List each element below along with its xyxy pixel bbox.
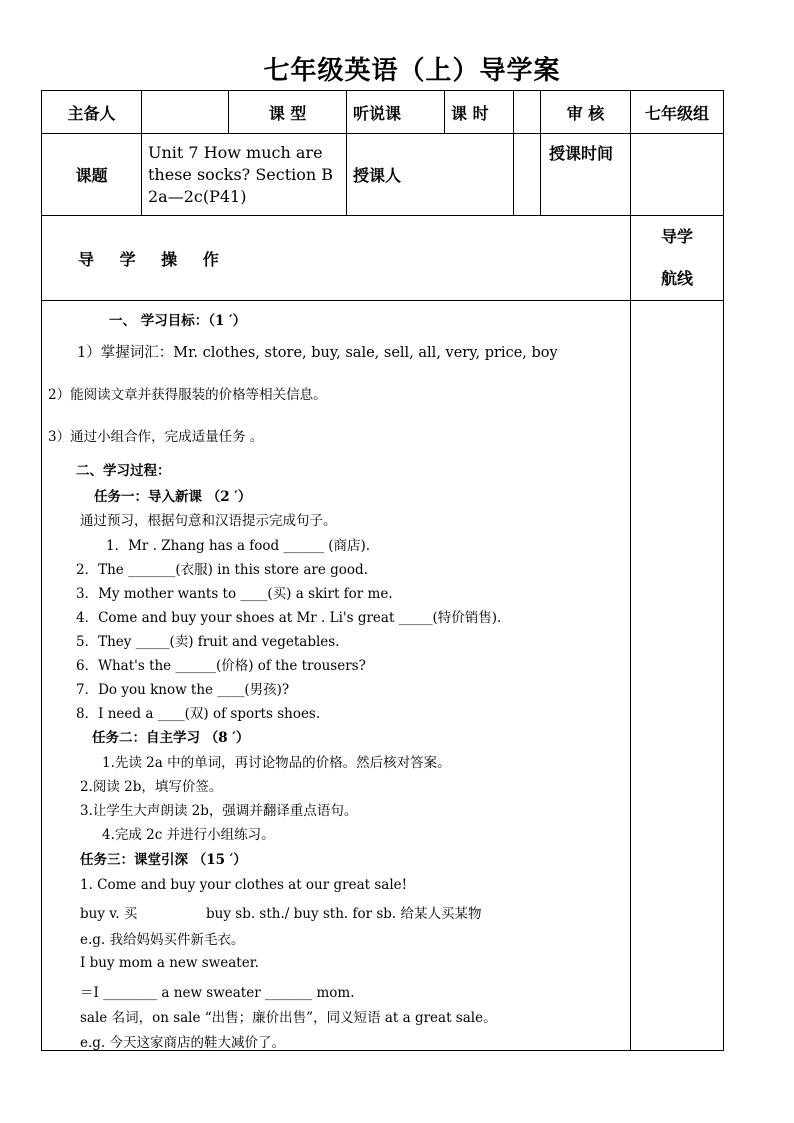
task1-item: 1．Mr . Zhang has a food ______ (商店). <box>106 538 371 554</box>
task1-item: 3．My mother wants to ____(买) a skirt for me. <box>76 586 393 602</box>
nav-label-1: 导学 <box>660 227 693 246</box>
objective-2: 2）能阅读文章并获得服装的价格等相关信息。 <box>48 387 327 403</box>
document-title: 七年级英语（上）导学案 <box>263 56 561 86</box>
task3-line: sale 名词，on sale “出售；廉价出售”，同义短语 at a great sale。 <box>80 1010 497 1026</box>
task1-intro: 通过预习，根据句意和汉语提示完成句子。 <box>80 513 337 529</box>
task1-item: 2．The _______(衣服) in this store are good. <box>76 562 368 578</box>
hours-label: 课 时 <box>445 91 514 134</box>
topic-value: Unit 7 How much are these socks? Section B 2a—2c(P41) <box>142 134 347 216</box>
task1-item: 5．They _____(卖) fruit and vegetables. <box>76 634 340 650</box>
task1-item: 7．Do you know the ____(男孩)? <box>76 682 290 698</box>
lesson-table <box>41 90 724 1051</box>
type-label: 课 型 <box>229 91 347 134</box>
task2-item: 3.让学生大声朗读 2b，强调并翻译重点语句。 <box>80 803 358 819</box>
lead-label: 主备人 <box>42 91 142 134</box>
objective-3: 3）通过小组合作，完成适量任务 。 <box>48 429 264 445</box>
task2-item: 4.完成 2c 并进行小组练习。 <box>102 827 275 843</box>
task2-heading: 任务二：自主学习 （8 ′） <box>92 730 250 746</box>
task3-heading: 任务三：课堂引深 （15 ′） <box>80 852 247 868</box>
task3-line: buy v. 买 buy sb. sth./ buy sth. for sb. 给某人买某物 <box>80 906 482 922</box>
review-label: 审 核 <box>541 91 631 134</box>
type-value: 听说课 <box>347 91 445 134</box>
task2-item: 1.先读 2a 中的单词，再讨论物品的价格。然后核对答案。 <box>102 755 451 771</box>
nav-label-2: 航线 <box>660 269 693 288</box>
task2-item: 2.阅读 2b，填写价签。 <box>80 779 223 795</box>
task3-line: 1. Come and buy your clothes at our great sale! <box>80 877 408 893</box>
task3-line: ＝I ________ a new sweater _______ mom. <box>80 985 355 1001</box>
hours-value <box>514 91 541 134</box>
teacher-value <box>514 134 541 216</box>
topic-label: 课题 <box>42 134 142 216</box>
task3-line: I buy mom a new sweater. <box>80 955 259 971</box>
task1-item: 8．I need a ____(双) of sports shoes. <box>76 706 321 722</box>
objectives-heading: 一、 学习目标：（1 ′） <box>109 313 247 329</box>
time-label: 授课时间 <box>541 134 631 216</box>
nav-column <box>631 301 724 1051</box>
lesson-content <box>42 301 631 1051</box>
task3-line: e.g. 今天这家商店的鞋大减价了。 <box>80 1035 286 1051</box>
task1-item: 6．What's the ______(价格) of the trousers? <box>76 658 366 674</box>
task1-item: 4．Come and buy your shoes at Mr . Li's great _____(特价销售). <box>76 610 502 626</box>
lead-value <box>142 91 229 134</box>
objective-1: 1）掌握词汇：Mr. clothes, store, buy, sale, sell, all, very, price, boy <box>77 345 558 361</box>
process-heading: 二、学习过程： <box>76 463 171 479</box>
task1-heading: 任务一：导入新课 （2 ′） <box>94 489 252 505</box>
review-value: 七年级组 <box>631 91 724 134</box>
nav-column-heading <box>631 216 724 301</box>
teacher-label: 授课人 <box>347 134 514 216</box>
task3-line: e.g. 我给妈妈买件新毛衣。 <box>80 932 245 948</box>
guide-heading: 导 学 操 作 <box>42 216 631 301</box>
time-value <box>631 134 724 216</box>
